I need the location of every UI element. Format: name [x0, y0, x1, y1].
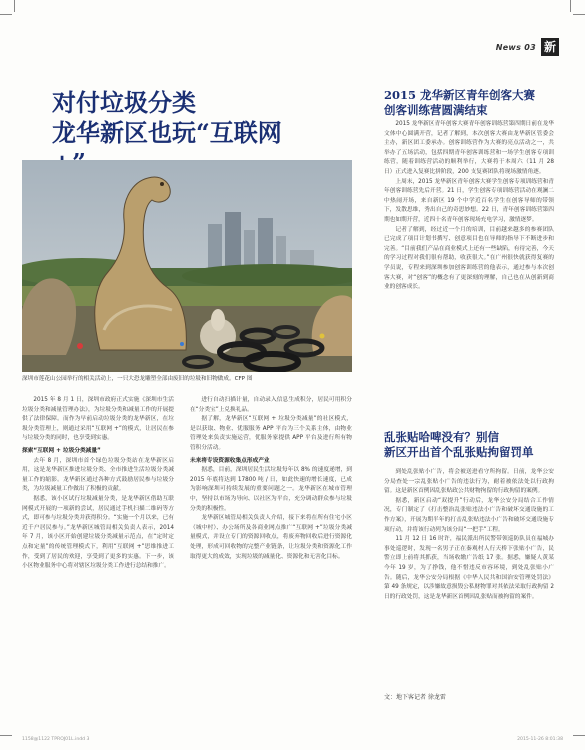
crop-mark-tr-h: [573, 14, 585, 15]
story-title-line1: 2015 龙华新区青年创客大赛: [384, 88, 536, 102]
subheading: 未来将专设资源收集点形成产业: [190, 457, 270, 464]
paragraph: 2015 龙华新区青年创客大赛青年创客训练营第四期日前在龙华文体中心圆满开营，记者了解到，本次创客大赛由龙华新区管委会主办，新区团工委承办。创客训练营作为大赛的亮点活动之一，共举办了五场活动，包括四期青年创客训练营和一场学生创客专项训练营，随着训练营活动的顺利举行，大赛将于本周六（11 月 28 日）正式进入复赛比拼阶段，200 支复赛团队将现场激情角逐。: [384, 121, 554, 175]
crop-mark-br-h: [573, 735, 585, 736]
crop-mark-bl-h: [0, 735, 12, 736]
article-title-line2: 龙华新区也玩“互联网: [52, 118, 282, 147]
paragraph: 2015 年 8 月 1 日，深圳市政府正式实施《深圳市生活垃圾分类和减量管理办法》，为垃圾分类和减量工作的开展提供了法律保障。而作为早前启动垃圾分类的龙华新区，在垃圾分类管理上，则通过采用“互联网 +”的模式，让居民在参与垃圾分类的同时，也享受到实惠。: [22, 397, 174, 442]
print-slug-left: 1158@1122 TPROJ01L.indd 3: [22, 737, 90, 742]
crop-mark-tr-v: [570, 0, 571, 12]
article-title-line1: 对付垃圾分类: [52, 88, 196, 117]
section-mark: 新: [541, 38, 559, 56]
story-body-makers: [384, 120, 554, 410]
subheading: 探索“互联网 + 垃圾分类减量”: [22, 447, 101, 454]
photo-illustration: [22, 160, 352, 372]
paragraph: 据了解，龙华新区“互联网 + 垃圾分类减量”的社区模式，是以获取、物业、优服服务 APP 平台为三个关系主体，由物业管理处来负责实施运营，优服务家提供 APP 平台及进行所有物管积分活动。: [190, 416, 352, 451]
paragraph: 上周末，2015 龙华新区青年创客大赛学生创客专项训练营和青年创客训练营先后开营。21 日，学生创客专项训练营活动在观澜二中热闹开场，来自新区 19 个中学近百名学生在创客导师的带领下，发散思维，秀出自己的奇思妙想。22 日，青年创客训练营第四期也如期开营，近四十名青年创客现场充电学习，激情逐梦。: [384, 178, 554, 223]
story-title-makers: [384, 88, 559, 118]
print-slug-right: 2015-11-26 8:01:38: [517, 737, 563, 742]
paragraph: 进行自动扫描计量，自动录入信息生成积分，居民可用积分在“分类宝”上兑换礼品。: [190, 397, 352, 413]
article-column-2: [190, 396, 352, 726]
article-photo: [22, 160, 352, 372]
story-title-line1: 乱张贴哈啤没有？别信: [384, 430, 499, 444]
story-title-line2: 创客训练营圆满结束: [384, 103, 488, 117]
story-title-line2: 新区开出首个乱张贴拘留罚单: [384, 445, 534, 459]
byline: 文：地下客记者 徐龙雷: [384, 694, 446, 701]
crop-mark-tl-h: [0, 14, 12, 15]
paragraph: 到处乱张贴小广告，将会被送进看守所拘留。日前，龙华公安分局查处一宗乱张贴小广告的违法行为，耐着被依法处以行政拘留。这是新区首例因乱张贴政公共财物拘留的行政拘留的案例。: [384, 469, 554, 495]
paragraph: 据悉，目前，深圳居民生活垃圾每年以 8% 的速度递增，到 2015 年底将达到 17800 吨 / 日，如此快速的增长速度，已成为影响深圳可持续发展的重要问题之一。龙华新区在城市管理中，坚持以市场为导向、以社区为平台，充分调动群众参与垃圾分类的积极性。: [190, 467, 352, 512]
story-body-posters: [384, 468, 554, 668]
paragraph: 11 月 12 日 16 时许，福民派出所民警带领巡防队员在福城办事处巡逻时，发现一名男子正在秦观村人行天桥下张贴小广告，民警立即上前将其抓获，当场收缴广告纸 17 张。据悉，嫌疑人黄某今年 19 岁，为了挣钱，他不惜违反市容环境，到处乱张贴小广告。随后，龙华公安分局根据《中华人民共和国治安管理处罚法》第 49 条规定，以涉嫌故意损毁公私财物罪对其依法采取行政拘留 2 日的行政处罚，这是龙华新区首例因乱张贴而被拘留的案件。: [384, 536, 554, 600]
page-header: [496, 38, 559, 56]
paragraph: 记者了解到，经过近一个月的培训，目前越来越多的参赛团队已完成了项目计划书撰写、创意项目也在导师的指导下不断进步和完善。“目前我们产品在商业模式上还有一些缺陷，有待完善，今天的学习过程对我们很有帮助，收获很大。”在广州很快就获得复赛的学员说，专程来到深圳参加创客训练营的他表示，通过参与本次创客大赛，对“创客”的概念有了更深刻的理解，自己也在从创新到商业的创客成长。: [384, 226, 554, 291]
article-column-1: [22, 396, 174, 726]
paragraph: 据悉，该小区试行垃圾减量分类，是龙华新区借助互联网模式开展的一项新的尝试，居民通过手机扫描二维码等方式，即可参与垃圾分类并获得积分。“实施一个月以来，已有近千户居民参与。”龙华新区城管局相关负责人表示，2014 年 7 月，该小区开始创建垃圾分类减量示范点，在“定时定点和定量”的传统管理模式下，利用“互联网 +”思维推进工作，受到了居民的欢迎，享受到了更多的实惠。下一步，该小区物业服务中心将对辖区垃圾分类工作进行总结和推广。: [22, 495, 174, 570]
photo-caption: 深圳市莲花山公园举行的相关活动上，一只大恐龙雕塑全部由废旧的垃圾和旧物做成。CFP 图: [22, 376, 253, 382]
story-title-posters: [384, 430, 559, 460]
section-label: News 03: [495, 42, 536, 52]
paragraph: 据悉，新区启动“双提升”行动后，龙华公安分局结合工作情况，专门制定了《打击整治乱张贴违法小广告和破坏交通设施的工作方案》，开展为期半年的打击乱张贴违法小广告和破坏交通设施专项行动，并将该行动列为该分局“一把手”工程。: [384, 497, 554, 533]
paragraph: 龙华新区城管局相关负责人介绍，接下来将在所有住宅小区（城中村）、办公场所及各商业网点推广“互联网 +”垃圾分类减量模式，并设立专门的资源回收点，将废弃物回收后进行资源化处理，形成可回收物的完整产业链条，让垃圾分类和资源化工作取得更大的成效，实现垃圾的减量化、资源化和无害化目标。: [190, 515, 352, 560]
paragraph: 去年 8 月，深圳市首个绿色垃圾分类站在龙华新区启用，这是龙华新区推进垃圾分类、全市推进生活垃圾分类减量工作的缩影。龙华新区通过各种方式鼓励居民参与垃圾分类，为垃圾减量工作做出了积极的贡献。: [22, 457, 174, 493]
crop-mark-tl-v: [14, 0, 15, 12]
